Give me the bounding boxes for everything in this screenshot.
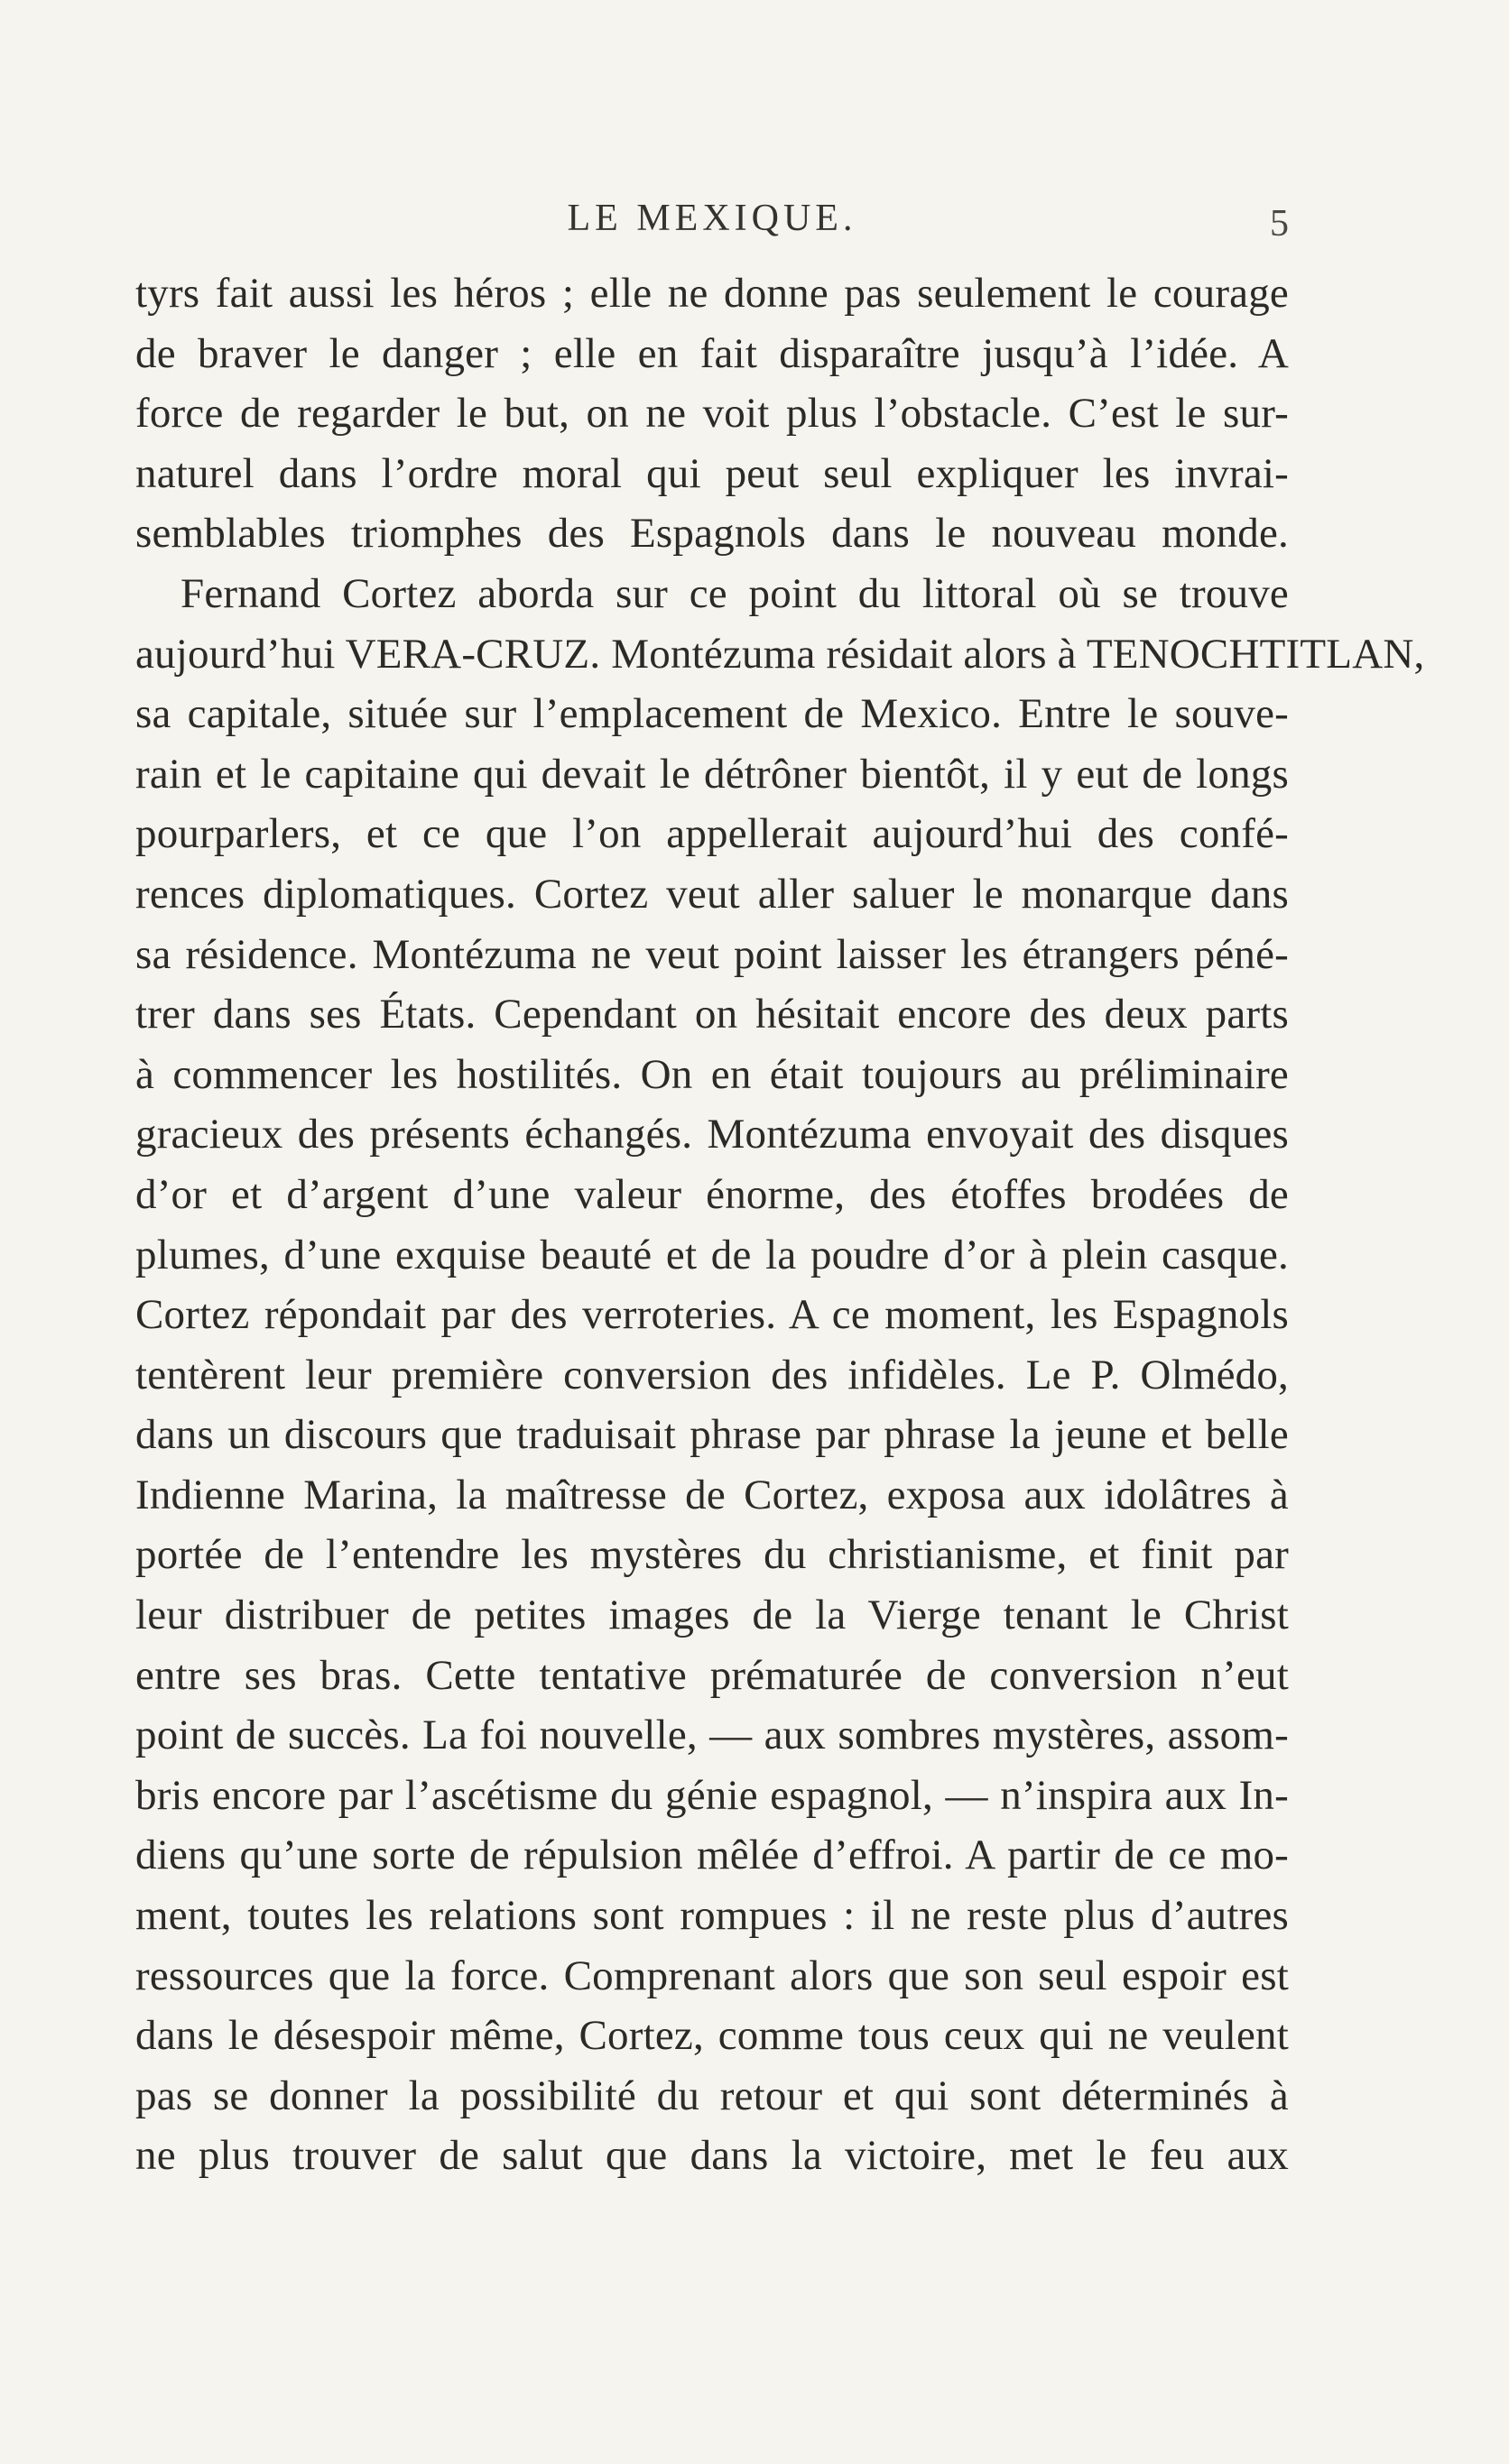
body-text — [135, 263, 1425, 2186]
paragraph-start-line: Fernand Cortez aborda sur ce point du littoral où se trouve — [181, 569, 1289, 617]
text-line: dans un discours que traduisait phrase par phrase la jeune et belle — [135, 1411, 1289, 1459]
text-line: dans le désespoir même, Cortez, comme tous ceux qui ne veulent — [135, 2012, 1289, 2060]
text-line: naturel dans l’ordre moral qui peut seul expliquer les invrai- — [135, 449, 1289, 497]
text-line: plumes, d’une exquise beauté et de la poudre d’or à plein casque. — [135, 1231, 1289, 1278]
text-line: pas se donner la possibilité du retour et qui sont déterminés à — [135, 2072, 1289, 2119]
text-line: diens qu’une sorte de répulsion mêlée d’effroi. A partir de ce mo- — [135, 1832, 1289, 1879]
text-line: pourparlers, et ce que l’on appellerait aujourd’hui des confé- — [135, 810, 1289, 858]
text-line: sa capitale, située sur l’emplacement de Mexico. Entre le souve- — [135, 690, 1289, 738]
text-line: portée de l’entendre les mystères du christianisme, et finit par — [135, 1531, 1289, 1579]
running-head — [135, 197, 1289, 251]
running-title: LE MEXIQUE. — [567, 198, 857, 239]
text-line: Indienne Marina, la maîtresse de Cortez, exposa aux idolâtres à — [135, 1471, 1289, 1518]
text-line: tyrs fait aussi les héros ; elle ne donne pas seulement le courage — [135, 270, 1289, 317]
text-line: à commencer les hostilités. On en était toujours au préliminaire — [135, 1050, 1289, 1098]
text-line: tentèrent leur première conversion des infidèles. Le P. Olmédo, — [135, 1351, 1289, 1398]
text-line: de braver le danger ; elle en fait disparaître jusqu’à l’idée. A — [135, 329, 1289, 377]
text-line: ment, toutes les relations sont rompues : il ne reste plus d’autres — [135, 1892, 1289, 1940]
text-line: entre ses bras. Cette tentative prématurée de conversion n’eut — [135, 1651, 1289, 1699]
page-number: 5 — [1270, 203, 1289, 245]
text-line: ne plus trouver de salut que dans la victoire, met le feu aux — [135, 2132, 1289, 2180]
text-line: Cortez répondait par des verroteries. A ce moment, les Espagnols — [135, 1291, 1289, 1339]
text-line: semblables triomphes des Espagnols dans le nouveau monde. — [135, 510, 1289, 558]
text-line: d’or et d’argent d’une valeur énorme, des étoffes brodées de — [135, 1170, 1289, 1218]
text-line: point de succès. La foi nouvelle, — aux sombres mystères, assom- — [135, 1712, 1289, 1759]
text-line: force de regarder le but, on ne voit plus l’obstacle. C’est le sur- — [135, 390, 1289, 438]
text-line: gracieux des présents échangés. Montézuma envoyait des disques — [135, 1111, 1289, 1158]
text-line: sa résidence. Montézuma ne veut point laisser les étrangers péné- — [135, 930, 1289, 978]
text-line: rences diplomatiques. Cortez veut aller saluer le monarque dans — [135, 870, 1289, 918]
text-line: aujourd’hui VERA-CRUZ. Montézuma résidait alors à TENOCHTITLAN, — [135, 630, 1425, 678]
text-line: trer dans ses États. Cependant on hésitait encore des deux parts — [135, 991, 1289, 1038]
text-line: ressources que la force. Comprenant alors que son seul espoir est — [135, 1952, 1289, 1999]
text-line: bris encore par l’ascétisme du génie espagnol, — n’inspira aux In- — [135, 1771, 1289, 1819]
text-line: leur distribuer de petites images de la Vierge tenant le Christ — [135, 1592, 1289, 1639]
text-line: rain et le capitaine qui devait le détrôner bientôt, il y eut de longs — [135, 750, 1289, 798]
